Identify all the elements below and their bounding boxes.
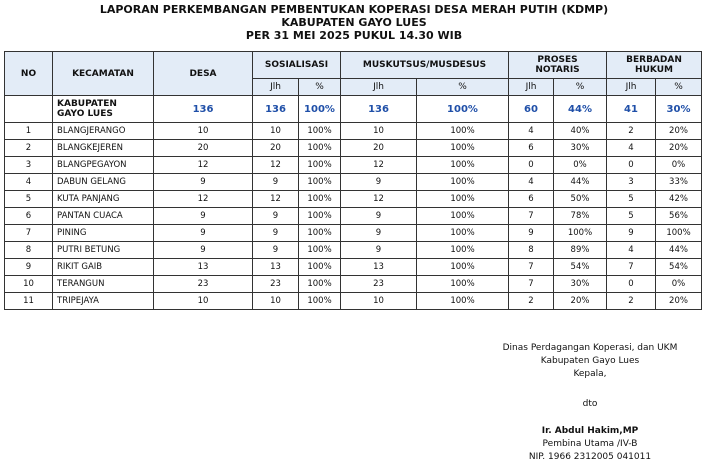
- cell-desa: 10: [154, 293, 253, 310]
- cell-sp: 100%: [299, 293, 341, 310]
- cell-no: 1: [5, 123, 53, 140]
- header-not-jlh: Jlh: [509, 79, 554, 96]
- cell-kec: PANTAN CUACA: [53, 208, 154, 225]
- cell-bj: 4: [607, 140, 656, 157]
- report-subtitle-region: KABUPATEN GAYO LUES: [281, 16, 427, 29]
- cell-sp: 100%: [299, 174, 341, 191]
- cell-mp: 100%: [417, 276, 509, 293]
- cell-mp: 100%: [417, 174, 509, 191]
- cell-kec: BLANGPEGAYON: [53, 157, 154, 174]
- report-title: LAPORAN PERKEMBANGAN PEMBENTUKAN KOPERASI DESA MERAH PUTIH (KDMP): [99, 3, 609, 16]
- cell-mj: 13: [341, 259, 417, 276]
- cell-mp: 100%: [417, 191, 509, 208]
- cell-nj: 7: [509, 208, 554, 225]
- cell-sj: 13: [253, 259, 299, 276]
- header-no: NO: [5, 52, 53, 96]
- footer-agency: Dinas Perdagangan Koperasi, dan UKM: [502, 343, 678, 353]
- cell-bj: 9: [607, 225, 656, 242]
- cell-kec: DABUN GELANG: [53, 174, 154, 191]
- cell-sp: 100%: [299, 157, 341, 174]
- cell-bj: 4: [607, 242, 656, 259]
- cell-mj: 10: [341, 123, 417, 140]
- header-mus-pct: %: [417, 79, 509, 96]
- cell-mj: 9: [341, 174, 417, 191]
- cell-mp: 100%: [417, 123, 509, 140]
- table-row: [5, 259, 702, 276]
- cell-mp: 100%: [417, 140, 509, 157]
- cell-sp: 100%: [299, 276, 341, 293]
- cell-sj: 12: [253, 191, 299, 208]
- cell-mp: 100%: [417, 242, 509, 259]
- cell-sj: 12: [253, 157, 299, 174]
- header-sosialisasi: SOSIALISASI: [253, 52, 341, 79]
- cell-bj: 2: [607, 293, 656, 310]
- cell-no: 6: [5, 208, 53, 225]
- cell-mj: 23: [341, 276, 417, 293]
- cell-nj: 6: [509, 191, 554, 208]
- report-date: PER 31 MEI 2025 PUKUL 14.30 WIB: [245, 29, 463, 42]
- cell-nj: 4: [509, 174, 554, 191]
- cell-nj: 7: [509, 276, 554, 293]
- cell-bj: 0: [607, 157, 656, 174]
- cell-bj: 2: [607, 123, 656, 140]
- footer-signature: [490, 342, 690, 381]
- cell-desa: 9: [154, 174, 253, 191]
- cell-kec: PUTRI BETUNG: [53, 242, 154, 259]
- cell-bp: 100%: [656, 225, 702, 242]
- summary-sos-jlh: 136: [253, 96, 299, 123]
- table-row: [5, 123, 702, 140]
- cell-np: 44%: [554, 174, 607, 191]
- cell-mp: 100%: [417, 225, 509, 242]
- cell-sp: 100%: [299, 208, 341, 225]
- cell-bp: 33%: [656, 174, 702, 191]
- cell-bj: 5: [607, 191, 656, 208]
- cell-no: 2: [5, 140, 53, 157]
- cell-mp: 100%: [417, 293, 509, 310]
- cell-np: 89%: [554, 242, 607, 259]
- cell-nj: 0: [509, 157, 554, 174]
- summary-row: [5, 96, 702, 123]
- header-bh-pct: %: [656, 79, 702, 96]
- cell-sp: 100%: [299, 225, 341, 242]
- cell-sp: 100%: [299, 242, 341, 259]
- table-row: [5, 174, 702, 191]
- header-bh-jlh: Jlh: [607, 79, 656, 96]
- summary-bh-jlh: 41: [607, 96, 656, 123]
- cell-desa: 20: [154, 140, 253, 157]
- cell-nj: 7: [509, 259, 554, 276]
- cell-nj: 6: [509, 140, 554, 157]
- cell-sp: 100%: [299, 140, 341, 157]
- cell-desa: 12: [154, 157, 253, 174]
- kdmp-progress-table: [4, 51, 702, 310]
- cell-kec: RIKIT GAIB: [53, 259, 154, 276]
- summary-mus-jlh: 136: [341, 96, 417, 123]
- cell-np: 20%: [554, 293, 607, 310]
- cell-sp: 100%: [299, 191, 341, 208]
- cell-bp: 0%: [656, 276, 702, 293]
- cell-desa: 12: [154, 191, 253, 208]
- cell-desa: 9: [154, 225, 253, 242]
- summary-mus-pct: 100%: [417, 96, 509, 123]
- cell-sp: 100%: [299, 259, 341, 276]
- cell-desa: 9: [154, 242, 253, 259]
- cell-no: 3: [5, 157, 53, 174]
- cell-mj: 12: [341, 191, 417, 208]
- cell-sj: 10: [253, 123, 299, 140]
- cell-sj: 9: [253, 174, 299, 191]
- header-sos-jlh: Jlh: [253, 79, 299, 96]
- header-mus-jlh: Jlh: [341, 79, 417, 96]
- cell-np: 40%: [554, 123, 607, 140]
- footer-region: Kabupaten Gayo Lues: [540, 356, 640, 366]
- cell-no: 7: [5, 225, 53, 242]
- header-kecamatan: KECAMATAN: [53, 52, 154, 96]
- cell-kec: BLANGJERANGO: [53, 123, 154, 140]
- cell-bp: 44%: [656, 242, 702, 259]
- footer-name: Ir. Abdul Hakim,MP: [541, 426, 639, 436]
- cell-kec: BLANGKEJEREN: [53, 140, 154, 157]
- cell-kec: TRIPEJAYA: [53, 293, 154, 310]
- cell-desa: 10: [154, 123, 253, 140]
- cell-desa: 13: [154, 259, 253, 276]
- table-row: [5, 191, 702, 208]
- cell-bp: 20%: [656, 293, 702, 310]
- cell-sj: 9: [253, 208, 299, 225]
- cell-sj: 10: [253, 293, 299, 310]
- cell-np: 30%: [554, 276, 607, 293]
- cell-desa: 23: [154, 276, 253, 293]
- cell-mj: 9: [341, 208, 417, 225]
- cell-np: 50%: [554, 191, 607, 208]
- cell-mp: 100%: [417, 157, 509, 174]
- cell-bj: 3: [607, 174, 656, 191]
- cell-sj: 20: [253, 140, 299, 157]
- footer-nip: NIP. 1966 2312005 041011: [528, 452, 652, 462]
- cell-kec: PINING: [53, 225, 154, 242]
- header-desa: DESA: [154, 52, 253, 96]
- table-row: [5, 242, 702, 259]
- cell-bj: 0: [607, 276, 656, 293]
- cell-no: 4: [5, 174, 53, 191]
- cell-np: 78%: [554, 208, 607, 225]
- cell-np: 30%: [554, 140, 607, 157]
- cell-no: 5: [5, 191, 53, 208]
- cell-nj: 8: [509, 242, 554, 259]
- summary-not-pct: 44%: [554, 96, 607, 123]
- header-not-pct: %: [554, 79, 607, 96]
- cell-np: 0%: [554, 157, 607, 174]
- table-row: [5, 208, 702, 225]
- summary-bh-pct: 30%: [656, 96, 702, 123]
- header-berbadan-hukum: BERBADAN HUKUM: [607, 52, 702, 79]
- cell-nj: 9: [509, 225, 554, 242]
- cell-no: 8: [5, 242, 53, 259]
- footer-position: Kepala,: [573, 369, 607, 379]
- cell-mj: 9: [341, 242, 417, 259]
- table-row: [5, 225, 702, 242]
- table-row: [5, 140, 702, 157]
- cell-bp: 20%: [656, 123, 702, 140]
- cell-no: 9: [5, 259, 53, 276]
- cell-bp: 56%: [656, 208, 702, 225]
- summary-desa: 136: [154, 96, 253, 123]
- summary-sos-pct: 100%: [299, 96, 341, 123]
- summary-label: KABUPATEN GAYO LUES: [53, 96, 154, 123]
- cell-np: 54%: [554, 259, 607, 276]
- cell-kec: TERANGUN: [53, 276, 154, 293]
- cell-desa: 9: [154, 208, 253, 225]
- cell-bp: 0%: [656, 157, 702, 174]
- cell-bj: 5: [607, 208, 656, 225]
- cell-bp: 20%: [656, 140, 702, 157]
- cell-sp: 100%: [299, 123, 341, 140]
- table-row: [5, 157, 702, 174]
- footer-rank: Pembina Utama /IV-B: [542, 439, 638, 449]
- footer-dto: dto: [582, 399, 598, 409]
- cell-bj: 7: [607, 259, 656, 276]
- cell-sj: 9: [253, 242, 299, 259]
- table-row: [5, 276, 702, 293]
- cell-kec: KUTA PANJANG: [53, 191, 154, 208]
- cell-sj: 23: [253, 276, 299, 293]
- cell-nj: 2: [509, 293, 554, 310]
- cell-bp: 42%: [656, 191, 702, 208]
- cell-np: 100%: [554, 225, 607, 242]
- header-muskutsus: MUSKUTSUS/MUSDESUS: [341, 52, 509, 79]
- header-sos-pct: %: [299, 79, 341, 96]
- cell-mj: 20: [341, 140, 417, 157]
- cell-bp: 54%: [656, 259, 702, 276]
- cell-mp: 100%: [417, 259, 509, 276]
- header-proses-notaris: PROSES NOTARIS: [509, 52, 607, 79]
- cell-mj: 9: [341, 225, 417, 242]
- cell-mp: 100%: [417, 208, 509, 225]
- cell-nj: 4: [509, 123, 554, 140]
- cell-no: 10: [5, 276, 53, 293]
- cell-mj: 12: [341, 157, 417, 174]
- cell-sj: 9: [253, 225, 299, 242]
- table-row: [5, 293, 702, 310]
- summary-not-jlh: 60: [509, 96, 554, 123]
- cell-no: 11: [5, 293, 53, 310]
- cell-mj: 10: [341, 293, 417, 310]
